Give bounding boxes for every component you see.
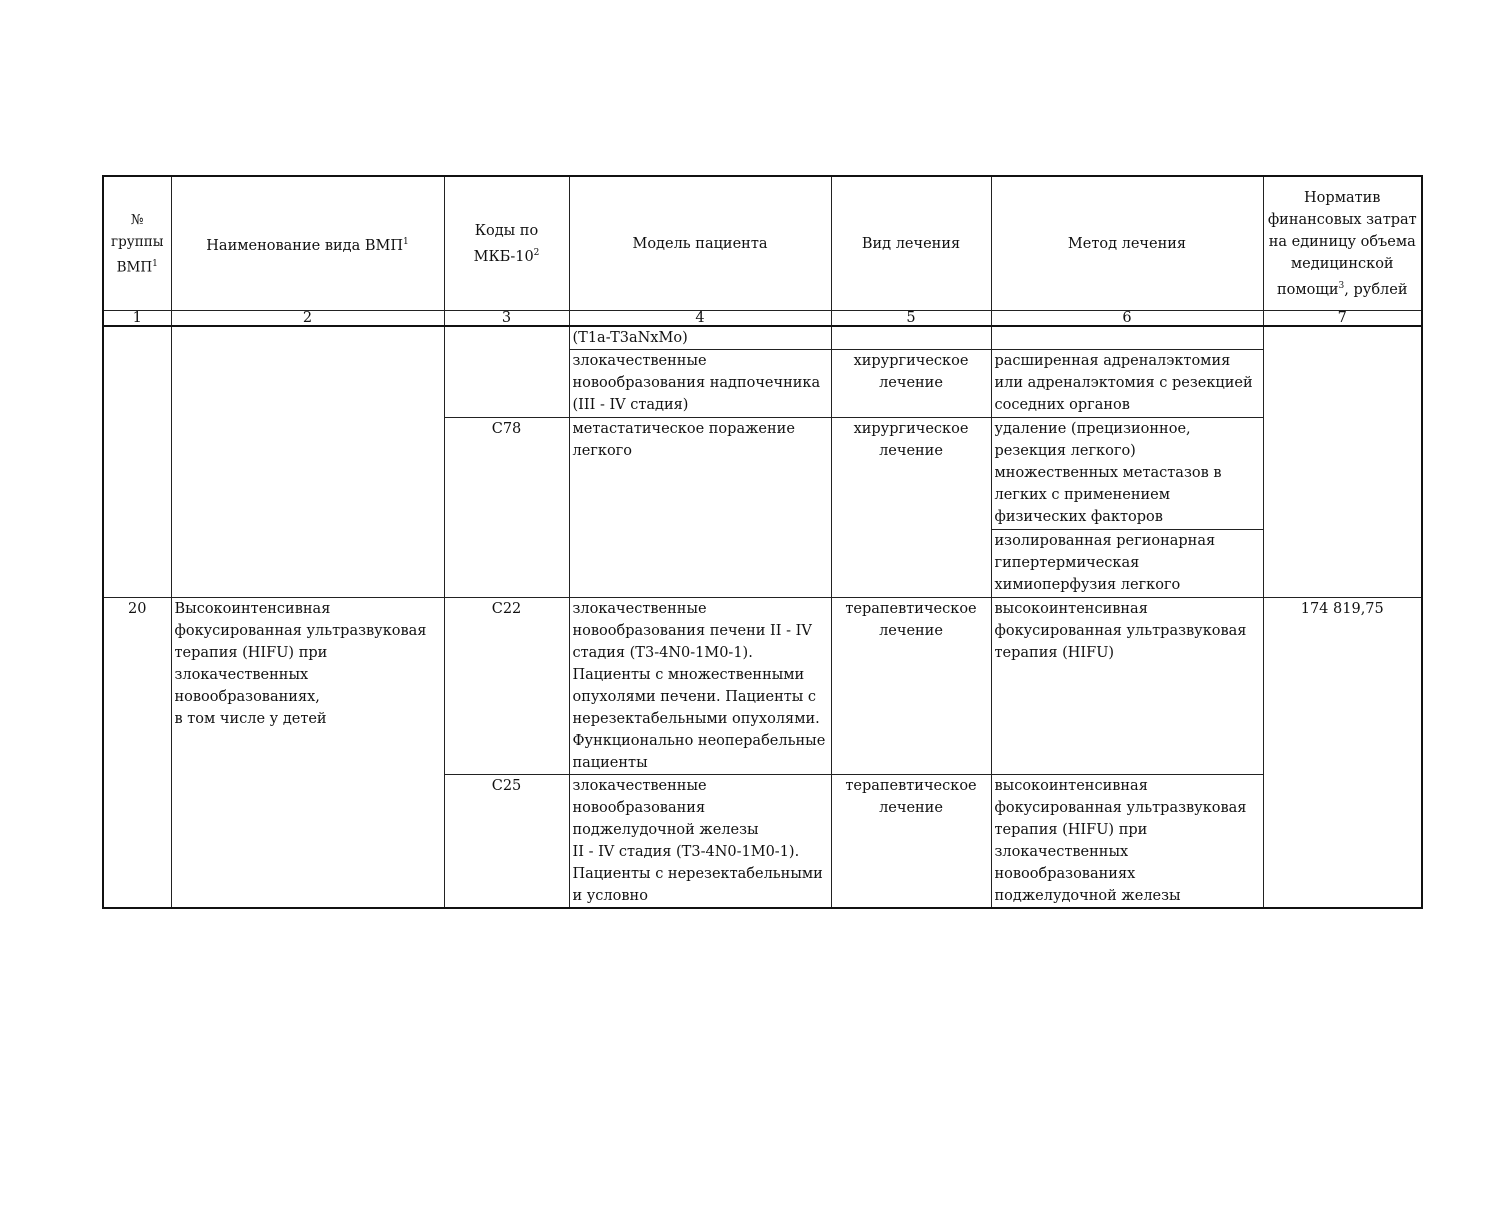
icd-code-cell: C78: [444, 418, 569, 598]
patient-model-cell: злокачественные новообразования печени II - IV стадия (T3-4N0-1M0-1). Пациенты с множественными опухолями печени. Пациенты с нерезектабельными опухолями. Функционально неоперабельные пациенты: [569, 598, 831, 775]
patient-model-cell: метастатическое поражение легкого: [569, 418, 831, 598]
header-group-number: № группы ВМП$^1$: [103, 176, 171, 311]
treatment-method-cell: расширенная адреналэктомия или адреналэктомия с резекцией соседних органов: [991, 350, 1263, 418]
column-number: 5: [831, 311, 991, 327]
group-number-cell: 20: [103, 598, 171, 909]
header-treatment-method: Метод лечения: [991, 176, 1263, 311]
column-number: 7: [1263, 311, 1422, 327]
column-number-row: [103, 311, 1422, 327]
header-treatment-type: Вид лечения: [831, 176, 991, 311]
header-cost-standard: Норматив финансовых затрат на единицу объема медицинской помощи$^3$, рублей: [1263, 176, 1422, 311]
patient-model-cell: злокачественные новообразования надпочечника (III - IV стадия): [569, 350, 831, 418]
treatment-method-cell: изолированная регионарная гипертермическая химиоперфузия легкого: [991, 530, 1263, 598]
header-row: [103, 176, 1422, 311]
treatment-type-cell: терапевтическое лечение: [831, 775, 991, 909]
treatment-type-cell: хирургическое лечение: [831, 350, 991, 418]
column-number: 4: [569, 311, 831, 327]
column-number: 2: [171, 311, 444, 327]
group-number-cell: [103, 326, 171, 598]
table-row: [103, 598, 1422, 775]
treatment-type-cell: [831, 326, 991, 350]
patient-model-cell: злокачественные новообразования поджелудочной железы II - IV стадия (T3-4N0-1M0-1). Пациенты с нерезектабельными и условно: [569, 775, 831, 909]
icd-code-cell: C25: [444, 775, 569, 909]
vmp-name-cell: [171, 326, 444, 598]
column-number: 6: [991, 311, 1263, 327]
cost-cell: [1263, 326, 1422, 598]
treatment-type-cell: хирургическое лечение: [831, 418, 991, 598]
header-vmp-name: Наименование вида ВМП$^1$: [171, 176, 444, 311]
vmp-table: [102, 175, 1423, 909]
treatment-method-cell: высокоинтенсивная фокусированная ультразвуковая терапия (HIFU) при злокачественных новообразованиях поджелудочной железы: [991, 775, 1263, 909]
treatment-type-cell: терапевтическое лечение: [831, 598, 991, 775]
treatment-method-cell: высокоинтенсивная фокусированная ультразвуковая терапия (HIFU): [991, 598, 1263, 775]
icd-code-cell: C22: [444, 598, 569, 775]
treatment-method-cell: удаление (прецизионное, резекция легкого) множественных метастазов в легких с применением физических факторов: [991, 418, 1263, 530]
treatment-method-cell: [991, 326, 1263, 350]
table-row: [103, 326, 1422, 350]
icd-code-cell: [444, 326, 569, 418]
patient-model-cell: (T1a-T3aNxMo): [569, 326, 831, 350]
header-icd-codes: Коды по МКБ-$10^2$: [444, 176, 569, 311]
header-patient-model: Модель пациента: [569, 176, 831, 311]
cost-cell: 174 819,75: [1263, 598, 1422, 909]
column-number: 3: [444, 311, 569, 327]
vmp-name-cell: Высокоинтенсивная фокусированная ультразвуковая терапия (HIFU) при злокачественных новообразованиях, в том числе у детей: [171, 598, 444, 909]
column-number: 1: [103, 311, 171, 327]
